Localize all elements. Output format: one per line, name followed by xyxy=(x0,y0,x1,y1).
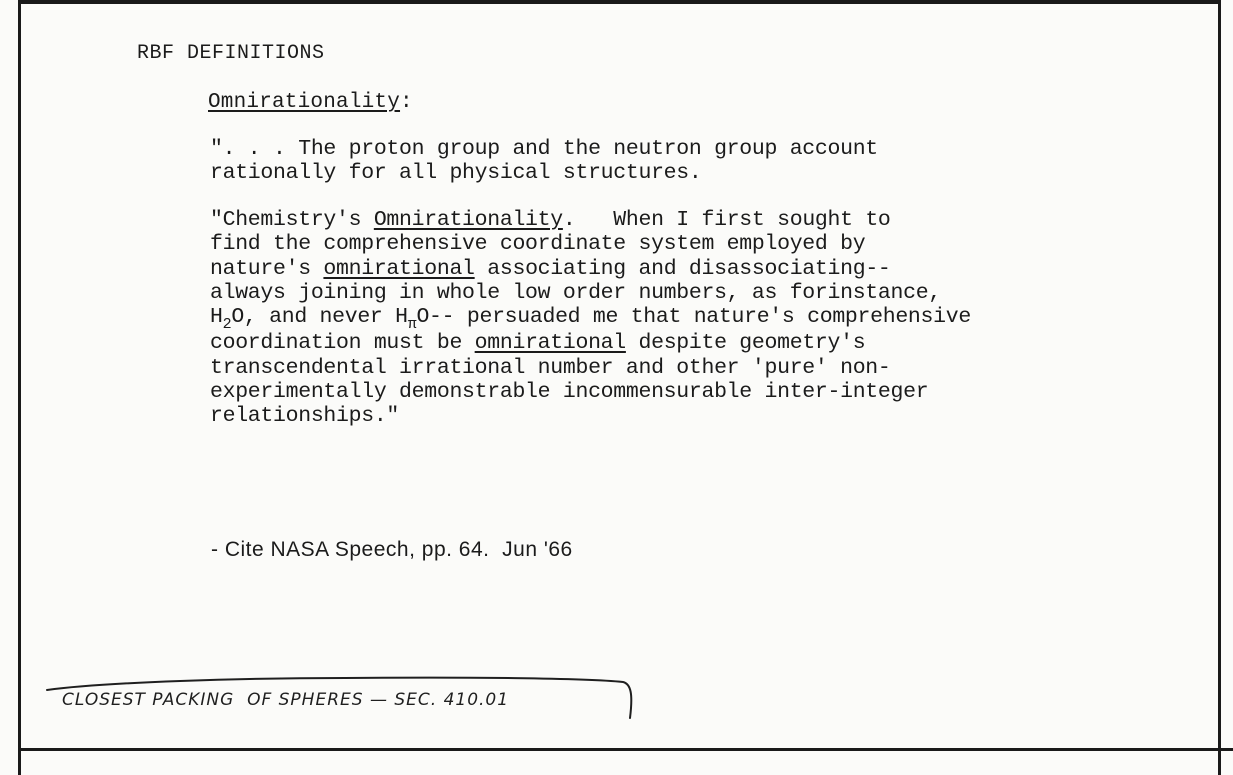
definition-term xyxy=(208,91,413,115)
quote-paragraph-2 xyxy=(210,208,971,429)
term-colon: : xyxy=(400,91,413,114)
q2-l1-b: . When I first sought to xyxy=(562,208,891,232)
q2-l3-b: associating and disassociating-- xyxy=(474,256,891,281)
quote2-line-1 xyxy=(210,208,971,232)
q2-l5-subscript-1: 2 xyxy=(222,316,232,334)
quote1-line: ". . . The proton group and the neutron group account xyxy=(210,137,878,161)
page-title: RBF DEFINITIONS xyxy=(137,42,325,65)
card-border-top xyxy=(18,0,1221,4)
q2-l3-underlined: omnirational xyxy=(323,256,475,281)
handwritten-note: CLOSEST PACKING OF SPHERES — SEC. 410.01 xyxy=(62,690,510,710)
q2-l5-a: H xyxy=(210,305,223,330)
q2-l1-underlined: Omnirationality xyxy=(373,208,563,232)
term-word: Omnirationality xyxy=(208,91,401,114)
quote2-line-3 xyxy=(210,257,971,281)
card-border-right xyxy=(1218,0,1221,775)
citation: - Cite NASA Speech, pp. 64. Jun '66 xyxy=(211,538,573,561)
quote2-line-5 xyxy=(210,305,971,334)
quote2-line-7: transcendental irrational number and other 'pure' non- xyxy=(210,355,891,380)
q2-l6-underlined: omnirational xyxy=(474,331,626,356)
quote2-line-6 xyxy=(210,331,971,355)
q2-l3-a: nature's xyxy=(210,256,324,281)
q2-l5-b: O, and never H xyxy=(231,305,408,330)
q2-l6-b: despite geometry's xyxy=(625,331,866,356)
q2-l6-a: coordination must be xyxy=(210,331,475,356)
quote2-line-8: experimentally demonstrable incommensurable inter-integer xyxy=(210,380,929,405)
quote2-line-2: find the comprehensive coordinate system employed by xyxy=(210,232,866,257)
card-border-bottom xyxy=(18,748,1233,751)
q2-l1-a: "Chemistry's xyxy=(210,208,374,232)
quote2-line-9: relationships." xyxy=(210,404,400,429)
quote2-line-4: always joining in whole low order numbers, as forinstance, xyxy=(210,280,941,305)
q2-l5-subscript-2: π xyxy=(407,316,417,334)
quote-paragraph-1 xyxy=(210,137,878,186)
quote1-line: rationally for all physical structures. xyxy=(210,161,702,186)
card-border-left xyxy=(18,0,21,775)
q2-l5-c: O-- persuaded me that nature's comprehensive xyxy=(416,305,971,330)
